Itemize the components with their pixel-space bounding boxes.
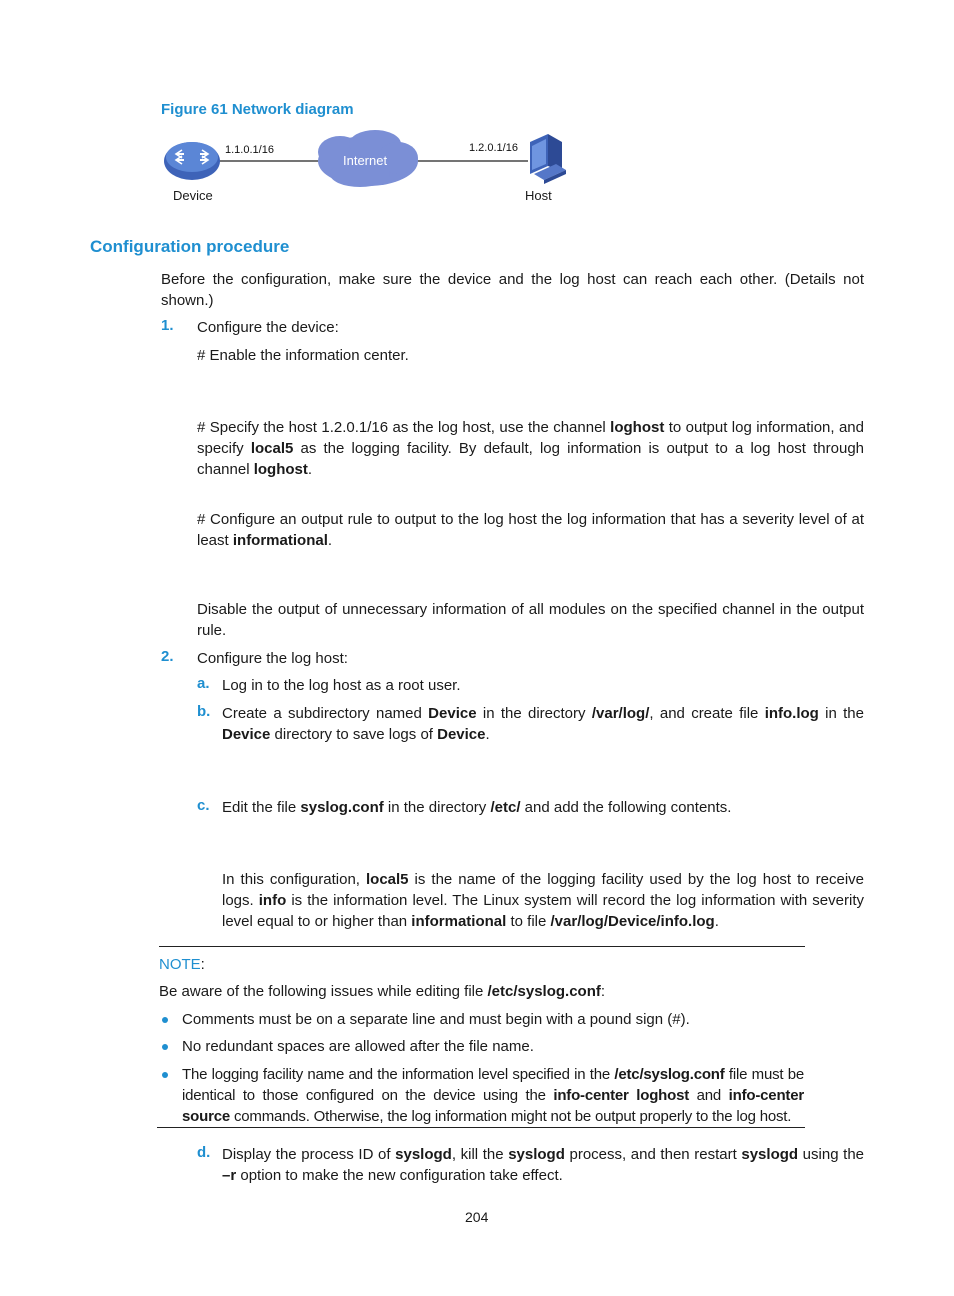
host-ip-label: 1.2.0.1/16 <box>469 142 518 154</box>
device-ip-label: 1.1.0.1/16 <box>225 144 274 156</box>
figure-title: Figure 61 Network diagram <box>161 101 354 118</box>
substep-d-number: d. <box>197 1144 211 1161</box>
note-intro: Be aware of the following issues while editing file /etc/syslog.conf: <box>159 983 606 1000</box>
host-computer-icon <box>530 134 566 184</box>
note-bullet-2: No redundant spaces are allowed after the file name. <box>182 1038 534 1055</box>
network-diagram <box>160 128 580 208</box>
step-1-comment-enable: # Enable the information center. <box>197 347 409 364</box>
note-bullet-1: Comments must be on a separate line and must begin with a pound sign (#). <box>182 1011 690 1028</box>
note-top-rule <box>159 946 805 947</box>
page-number: 204 <box>465 1209 489 1225</box>
internet-label: Internet <box>343 153 388 168</box>
substep-c-explanation: In this configuration, local5 is the name of the logging facility used by the log host to receive logs. info is the information level. The Linux system will record the log information with severity level equal to or higher than informational to file /var/log/Device/info.log. <box>222 871 864 930</box>
substep-a-number: a. <box>197 675 210 692</box>
step-1-text: Configure the device: <box>197 319 339 336</box>
step-1-disable-output: Disable the output of unnecessary information of all modules on the specified channel in the output rule. <box>197 601 864 639</box>
step-2-text: Configure the log host: <box>197 650 348 667</box>
note-bottom-rule <box>157 1127 805 1128</box>
bullet-icon <box>162 1072 168 1078</box>
intro-paragraph: Before the configuration, make sure the device and the log host can reach each other. (Details not shown.) <box>161 271 864 309</box>
note-label: NOTE: <box>159 956 205 973</box>
device-icon <box>164 142 220 180</box>
substep-b-number: b. <box>197 703 211 720</box>
step-2-number: 2. <box>161 648 174 665</box>
bullet-icon <box>162 1044 168 1050</box>
substep-b-text: Create a subdirectory named Device in the directory /var/log/, and create file info.log in the Device directory to save logs of Device. <box>222 705 864 743</box>
section-title: Configuration procedure <box>90 237 290 256</box>
step-1-comment-rule: # Configure an output rule to output to the log host the log information that has a severity level of at least informational. <box>197 511 864 549</box>
substep-a-text: Log in to the log host as a root user. <box>222 677 461 694</box>
device-label: Device <box>173 188 213 203</box>
note-bullet-3: The logging facility name and the information level specified in the /etc/syslog.conf file must be identical to those configured on the device using the info-center loghost and info-center source commands. Otherwise, the log information might not be output properly to the log host. <box>182 1066 804 1125</box>
step-1-comment-loghost: # Specify the host 1.2.0.1/16 as the log host, use the channel loghost to output log information, and specify local5 as the logging facility. By default, log information is output to a log host through channel loghost. <box>197 419 864 478</box>
substep-c-number: c. <box>197 797 210 814</box>
substep-d-text: Display the process ID of syslogd, kill the syslogd process, and then restart syslogd using the –r option to make the new configuration take effect. <box>222 1146 865 1184</box>
host-label: Host <box>525 188 552 203</box>
substep-c-text: Edit the file syslog.conf in the directory /etc/ and add the following contents. <box>222 799 732 816</box>
bullet-icon <box>162 1017 168 1023</box>
step-1-number: 1. <box>161 317 174 334</box>
